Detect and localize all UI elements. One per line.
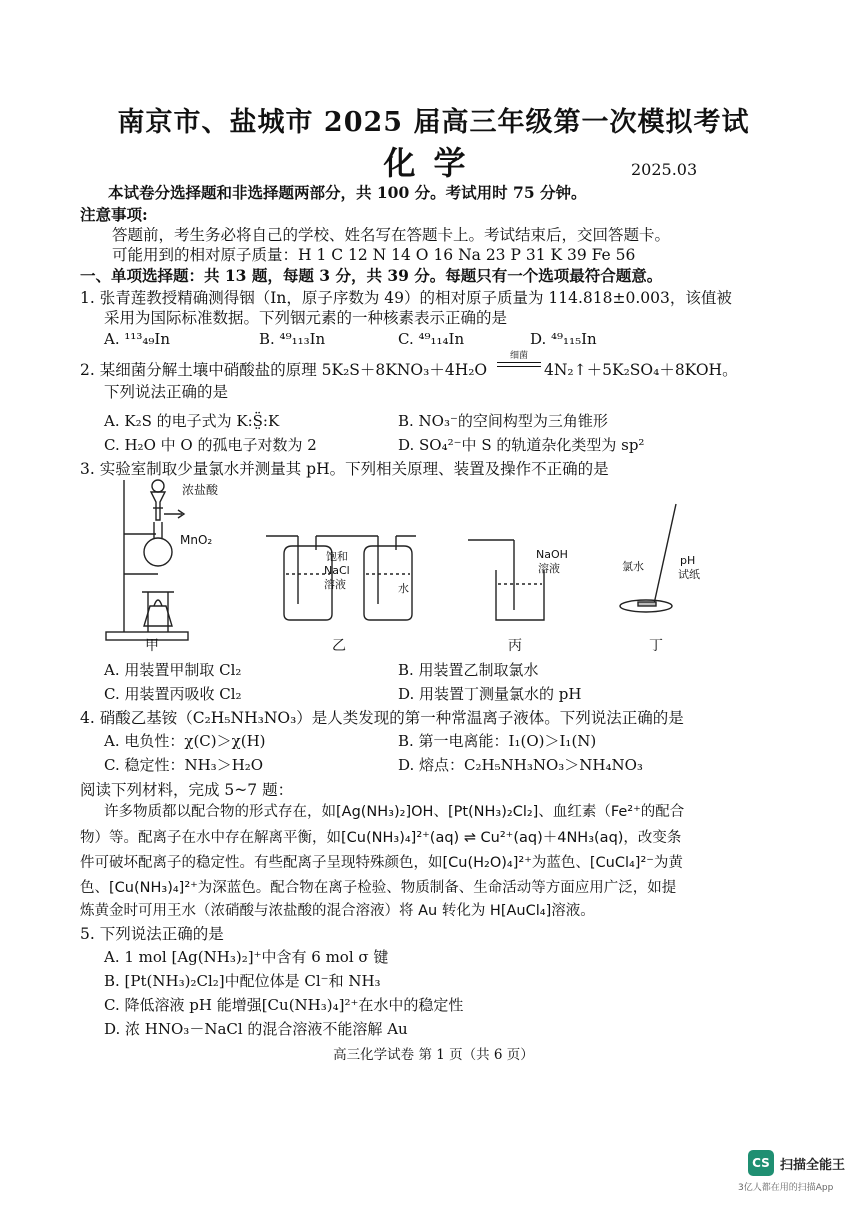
q4-option-a: A. 电负性：χ(C)＞χ(H) — [104, 732, 266, 750]
reading-para-line4: 色、[Cu(NH₃)₄]²⁺为深蓝色。配合物在离子检验、物质制备、生命活动等方面应用广泛，如提 — [80, 880, 677, 896]
label-ding: 丁 — [649, 638, 663, 654]
label-jia: 甲 — [145, 638, 159, 654]
label-yi: 乙 — [332, 638, 346, 654]
notice-line2: 可能用到的相对原子质量：H 1 C 12 N 14 O 16 Na 23 P 31 K 39 Fe 56 — [112, 246, 636, 264]
label-chlorine-water: 氯水 — [622, 560, 644, 573]
notice-heading: 注意事项: — [80, 205, 148, 224]
q4-option-b: B. 第一电离能：I₁(O)＞I₁(N) — [398, 732, 597, 750]
apparatus-figure — [98, 474, 718, 654]
apparatus-yi — [266, 536, 416, 620]
q1-option-d: D. ⁴⁹₁₁₅In — [530, 330, 597, 348]
q1-stem-line2: 采用为国际标准数据。下列铟元素的一种核素表示正确的是 — [104, 309, 508, 327]
reading-lead: 阅读下列材料，完成 5~7 题： — [80, 781, 294, 799]
q1-option-b: B. ⁴⁹₁₁₃In — [259, 330, 326, 348]
label-saturated: 饱和 — [326, 550, 348, 563]
q5-option-d: D. 浓 HNO₃－NaCl 的混合溶液不能溶解 Au — [104, 1020, 408, 1038]
q1-option-a: A. ¹¹³₄₉In — [104, 330, 171, 348]
label-solution: 溶液 — [324, 578, 346, 591]
q3-option-d: D. 用装置丁测量氯水的 pH — [398, 685, 582, 703]
q2-option-c: C. H₂O 中 O 的孤电子对数为 2 — [104, 436, 317, 454]
label-mno2: MnO₂ — [180, 533, 213, 547]
q5-option-c: C. 降低溶液 pH 能增强[Cu(NH₃)₄]²⁺在水中的稳定性 — [104, 996, 464, 1014]
label-naoh-solution: 溶液 — [538, 562, 560, 575]
q3-option-a: A. 用装置甲制取 Cl₂ — [104, 661, 242, 679]
q2-option-a: A. K₂S 的电子式为 K:S̤̈:K — [104, 412, 280, 430]
q3-option-c: C. 用装置丙吸收 Cl₂ — [104, 685, 242, 703]
page-footer: 高三化学试卷 第 1 页（共 6 页） — [333, 1047, 534, 1063]
scanner-tagline: 3亿人都在用的扫描App — [738, 1183, 834, 1193]
q3-stem: 3. 实验室制取少量氯水并测量其 pH。下列相关原理、装置及操作不正确的是 — [80, 460, 609, 478]
q4-option-c: C. 稳定性：NH₃＞H₂O — [104, 756, 264, 774]
q2-option-d: D. SO₄²⁻中 S 的轨道杂化类型为 sp² — [398, 436, 645, 454]
q4-stem: 4. 硝酸乙基铵（C₂H₅NH₃NO₃）是人类发现的第一种常温离子液体。下列说法正确的是 — [80, 709, 684, 727]
label-water: 水 — [398, 582, 409, 595]
exam-date: 2025.03 — [631, 160, 698, 179]
q5-option-a: A. 1 mol [Ag(NH₃)₂]⁺中含有 6 mol σ 键 — [104, 948, 389, 966]
label-ph: pH — [680, 554, 696, 567]
q2-stem-part2: 4N₂↑＋5K₂SO₄＋8KOH。 — [544, 361, 738, 379]
q1-stem-line1: 1. 张青莲教授精确测得铟（In，原子序数为 49）的相对原子质量为 114.818±0.003，该值被 — [80, 289, 732, 307]
q2-reaction-condition: 细菌 — [509, 351, 528, 361]
q2-equals-arrow — [497, 362, 541, 367]
q4-option-d: D. 熔点：C₂H₅NH₃NO₃＞NH₄NO₃ — [398, 756, 643, 774]
subject-title: 化学 — [383, 144, 484, 182]
label-nacl: NaCl — [324, 564, 350, 577]
reading-para-line2: 物）等。配离子在水中存在解离平衡，如[Cu(NH₃)₄]²⁺(aq) ⇌ Cu²⁺(aq)＋4NH₃(aq)，改变条 — [80, 830, 682, 846]
camscanner-logo-icon: CS — [748, 1150, 774, 1176]
q3-option-b: B. 用装置乙制取氯水 — [398, 661, 539, 679]
notice-line1: 答题前，考生务必将自己的学校、姓名写在答题卡上。考试结束后，交回答题卡。 — [112, 226, 671, 244]
reading-para-line1: 许多物质都以配合物的形式存在，如[Ag(NH₃)₂]OH、[Pt(NH₃)₂Cl₂]、血红素（Fe²⁺的配合 — [104, 804, 685, 820]
reading-para-line5: 炼黄金时可用王水（浓硝酸与浓盐酸的混合溶液）将 Au 转化为 H[AuCl₄]溶液。 — [80, 903, 595, 919]
label-bing: 丙 — [508, 638, 522, 654]
q5-option-b: B. [Pt(NH₃)₂Cl₂]中配位体是 Cl⁻和 NH₃ — [104, 972, 381, 990]
label-naoh: NaOH — [536, 548, 568, 561]
q1-option-c: C. ⁴⁹₁₁₄In — [398, 330, 465, 348]
section-heading: 一、单项选择题：共 13 题，每题 3 分，共 39 分。每题只有一个选项最符合题意。 — [80, 266, 663, 285]
apparatus-bing — [468, 540, 568, 620]
label-conc-hcl: 浓盐酸 — [182, 483, 219, 497]
reading-para-line3: 件可破坏配离子的稳定性。有些配离子呈现特殊颜色，如[Cu(H₂O)₄]²⁺为蓝色、[CuCl₄]²⁻为黄 — [80, 855, 683, 871]
exam-title: 南京市、盐城市 2025 届高三年级第一次模拟考试 — [117, 107, 750, 138]
apparatus-jia — [106, 480, 219, 640]
intro-text: 本试卷分选择题和非选择题两部分，共 100 分。考试用时 75 分钟。 — [108, 183, 587, 202]
q2-stem-part1: 2. 某细菌分解土壤中硝酸盐的原理 5K₂S＋8KNO₃＋4H₂O — [80, 361, 488, 379]
scanner-app-name: 扫描全能王 — [780, 1157, 846, 1173]
label-test-paper: 试纸 — [678, 568, 700, 581]
q5-stem: 5. 下列说法正确的是 — [80, 925, 224, 943]
q2-stem-line2: 下列说法正确的是 — [104, 383, 229, 401]
q2-option-b: B. NO₃⁻的空间构型为三角锥形 — [398, 412, 608, 430]
scanner-watermark — [748, 1150, 845, 1176]
apparatus-ding — [620, 504, 700, 612]
